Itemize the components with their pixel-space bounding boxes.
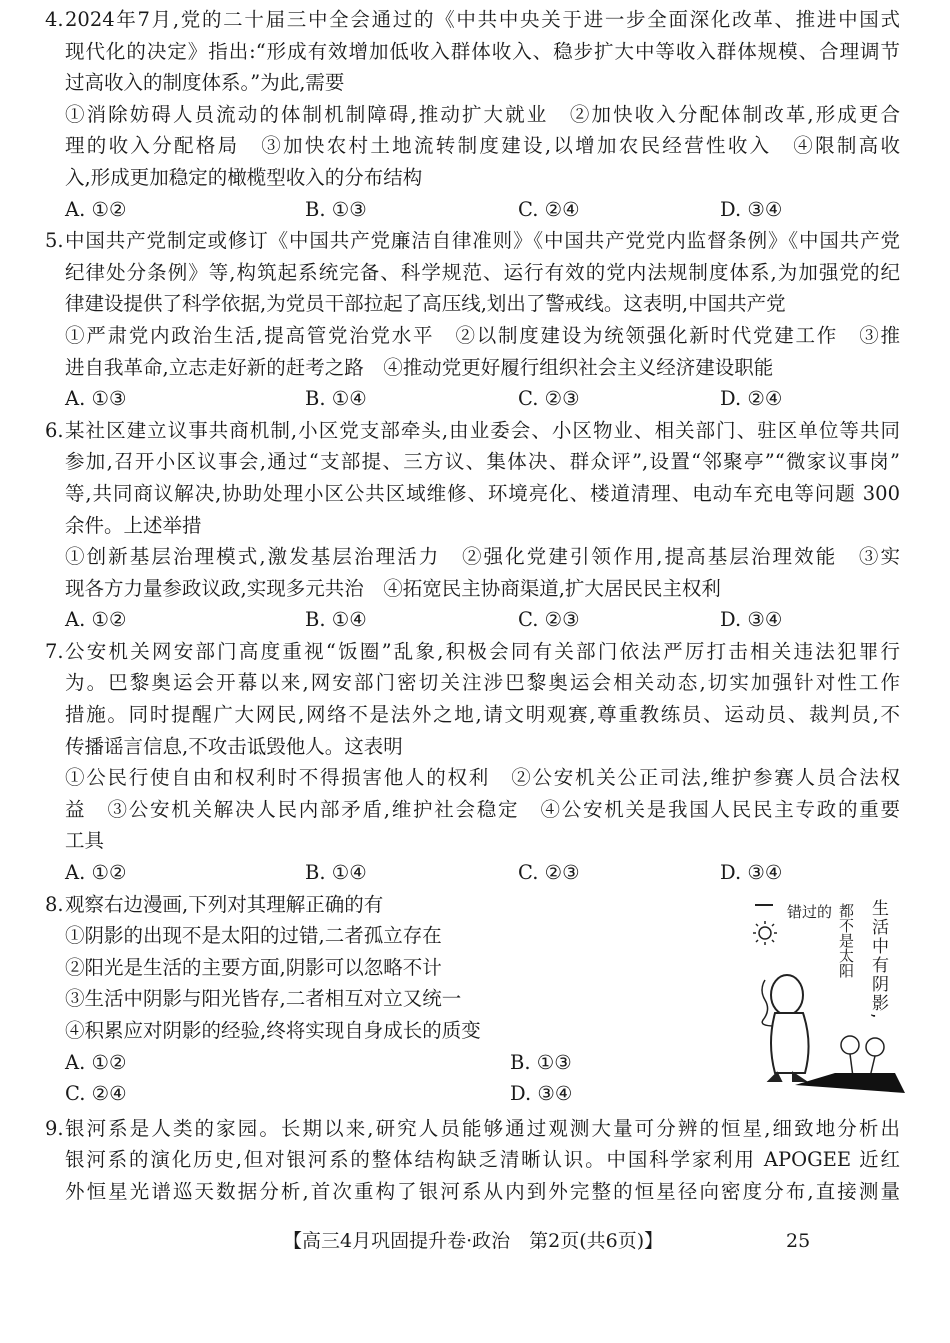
- question-stem-line: 纪律处分条例》等,构筑起系统完备、科学规范、运行有效的党内法规制度体系,为加强党的纪: [65, 260, 900, 284]
- answer-choice-a[interactable]: A. ①②: [65, 608, 127, 632]
- question-stem-line: 律建设提供了科学依据,为党员干部拉起了高压线,划出了警戒线。这表明,中国共产党: [65, 292, 786, 316]
- answer-choice-d[interactable]: D. ③④: [720, 861, 783, 885]
- question-7: [0, 636, 950, 889]
- cartoon-illustration: [735, 895, 910, 1095]
- answer-choices-row: [65, 383, 950, 415]
- question-4: [0, 4, 950, 225]
- question-first-line: [0, 415, 950, 447]
- answer-choice-d[interactable]: D. ②④: [720, 387, 783, 411]
- question-number: 6.: [45, 418, 64, 442]
- question-number: 9.: [45, 1116, 64, 1140]
- answer-choice-c[interactable]: C. ②④: [518, 197, 580, 221]
- question-number: 7.: [45, 639, 64, 663]
- answer-choices-row: [65, 604, 950, 636]
- answer-choice-a[interactable]: A. ①②: [65, 1050, 127, 1074]
- footer-code: 25: [786, 1230, 811, 1252]
- footer-title: 【高三4月巩固提升卷·政治 第2页(共6页)】: [283, 1230, 664, 1252]
- answer-choice-b[interactable]: B. ①③: [510, 1050, 572, 1074]
- flower-icon: [841, 1036, 884, 1077]
- option-statement: 入,形成更加稳定的橄榄型收入的分布结构: [65, 165, 423, 189]
- option-statement: 益 ③公安机关解决人民内部矛盾,维护社会稳定 ④公安机关是我国人民民主专政的重要: [65, 797, 900, 821]
- answer-choice-c[interactable]: C. ②③: [518, 387, 580, 411]
- question-stem-line: 参加,召开小区议事会,通过“支部提、三方议、集体决、群众评”,设置“邻聚亭”“微家议事岗”: [65, 450, 900, 474]
- question-stem-line: 为。巴黎奥运会开幕以来,网安部门密切关注涉巴黎奥运会相关动态,切实加强针对性工作: [65, 671, 900, 695]
- question-number: 5.: [45, 229, 64, 253]
- question-stem-line: 外恒星光谱巡天数据分析,首次重构了银河系从内到外完整的恒星径向密度分布,直接测量: [65, 1179, 900, 1203]
- question-stem-line: 观察右边漫画,下列对其理解正确的有: [65, 892, 384, 916]
- answer-choice-a[interactable]: A. ①②: [65, 197, 127, 221]
- option-statement: ①阴影的出现不是太阳的过错,二者孤立存在: [65, 924, 442, 948]
- answer-choice-c[interactable]: C. ②④: [65, 1082, 127, 1106]
- question-stem-line: 等,共同商议解决,协助处理小区公共区域维修、环境亮化、楼道清理、电动车充电等问题 300: [65, 481, 900, 505]
- option-statement: ①消除妨碍人员流动的体制机制障碍,推动扩大就业 ②加快收入分配体制改革,形成更合: [65, 102, 900, 126]
- option-statement: ①严肃党内政治生活,提高管党治党水平 ②以制度建设为统领强化新时代党建工作 ③推: [65, 323, 900, 347]
- question-stem-line: 2024年7月,党的二十届三中全会通过的《中共中央关于进一步全面深化改革、推进中国式: [65, 8, 900, 31]
- sun-icon: [753, 921, 777, 945]
- option-statement: ①创新基层治理模式,激发基层治理活力 ②强化党建引领作用,提高基层治理效能 ③实: [65, 545, 900, 569]
- question-number: 8.: [45, 892, 64, 916]
- option-statement: 现各方力量参政议政,实现多元共治 ④拓宽民主协商渠道,扩大居民民主权利: [65, 576, 721, 600]
- question-stem-line: 公安机关网安部门高度重视“饭圈”乱象,积极会同有关部门依法严厉打击相关违法犯罪行: [65, 639, 900, 663]
- answer-choice-d[interactable]: D. ③④: [720, 197, 783, 221]
- cartoon-caption-horizontal: 错过的: [787, 903, 833, 921]
- question-9: [0, 1110, 950, 1208]
- answer-choice-a[interactable]: A. ①③: [65, 387, 127, 411]
- answer-choice-b[interactable]: B. ①③: [305, 197, 367, 221]
- question-stem-line: 银河系是人类的家园。长期以来,研究人员能够通过观测大量可分辨的恒星,细致地分析出: [65, 1116, 900, 1140]
- question-stem-line: 措施。同时提醒广大网民,网络不是法外之地,请文明观赛,尊重教练员、运动员、裁判员,不: [65, 703, 900, 727]
- man-figure-icon: [762, 975, 809, 1081]
- question-first-line: [0, 4, 950, 36]
- cartoon-caption-vertical-2: 生活中有阴影,: [868, 899, 888, 1021]
- question-stem-line: 现代化的决定》指出:“形成有效增加低收入群体收入、稳步扩大中等收入群体规模、合理调节: [65, 39, 900, 63]
- option-statement: 工具: [65, 829, 105, 853]
- question-number: 4.: [45, 8, 64, 31]
- question-stem-line: 余件。上述举措: [65, 513, 202, 537]
- page-footer: [0, 1226, 950, 1256]
- cartoon-caption-vertical-1: 都不是太阳: [837, 903, 855, 978]
- option-statement: 进自我革命,立志走好新的赶考之路 ④推动党更好履行组织社会主义经济建设职能: [65, 355, 774, 379]
- shadow-icon: [795, 1073, 905, 1093]
- answer-choice-b[interactable]: B. ①④: [305, 387, 367, 411]
- answer-choice-c[interactable]: C. ②③: [518, 861, 580, 885]
- question-stem-line: 某社区建立议事共商机制,小区党支部牵头,由业委会、小区物业、相关部门、驻区单位等共同: [65, 418, 900, 442]
- option-statement: ②阳光是生活的主要方面,阴影可以忽略不计: [65, 955, 442, 979]
- answer-choice-a[interactable]: A. ①②: [65, 861, 127, 885]
- answer-choice-c[interactable]: C. ②③: [518, 608, 580, 632]
- answer-choice-b[interactable]: B. ①④: [305, 608, 367, 632]
- question-stem-line: 过高收入的制度体系。”为此,需要: [65, 71, 345, 95]
- question-6: [0, 415, 950, 636]
- answer-choice-d[interactable]: D. ③④: [720, 608, 783, 632]
- question-first-line: [0, 225, 950, 257]
- question-first-line: [0, 1113, 950, 1145]
- option-statement: ③生活中阴影与阳光皆存,二者相互对立又统一: [65, 987, 462, 1011]
- option-statement: 理的收入分配格局 ③加快农村土地流转制度建设,以增加农民经营性收入 ④限制高收: [65, 134, 900, 158]
- answer-choice-b[interactable]: B. ①④: [305, 861, 367, 885]
- answer-choices-row: [65, 857, 950, 889]
- answer-choices-row: [65, 194, 950, 226]
- option-statement: ④积累应对阴影的经验,终将实现自身成长的质变: [65, 1019, 481, 1042]
- question-stem-line: 银河系的演化历史,但对银河系的整体结构缺乏清晰认识。中国科学家利用 APOGEE 近红: [65, 1148, 900, 1172]
- option-statement: ①公民行使自由和权利时不得损害他人的权利 ②公安机关公正司法,维护参赛人员合法权: [65, 766, 900, 790]
- question-stem-line: 中国共产党制定或修订《中国共产党廉洁自律准则》《中国共产党党内监督条例》《中国共产党: [65, 229, 900, 253]
- answer-choice-d[interactable]: D. ③④: [510, 1082, 573, 1106]
- question-5: [0, 225, 950, 415]
- question-stem-line: 传播谣言信息,不攻击诋毁他人。这表明: [65, 734, 403, 758]
- question-first-line: [0, 636, 950, 668]
